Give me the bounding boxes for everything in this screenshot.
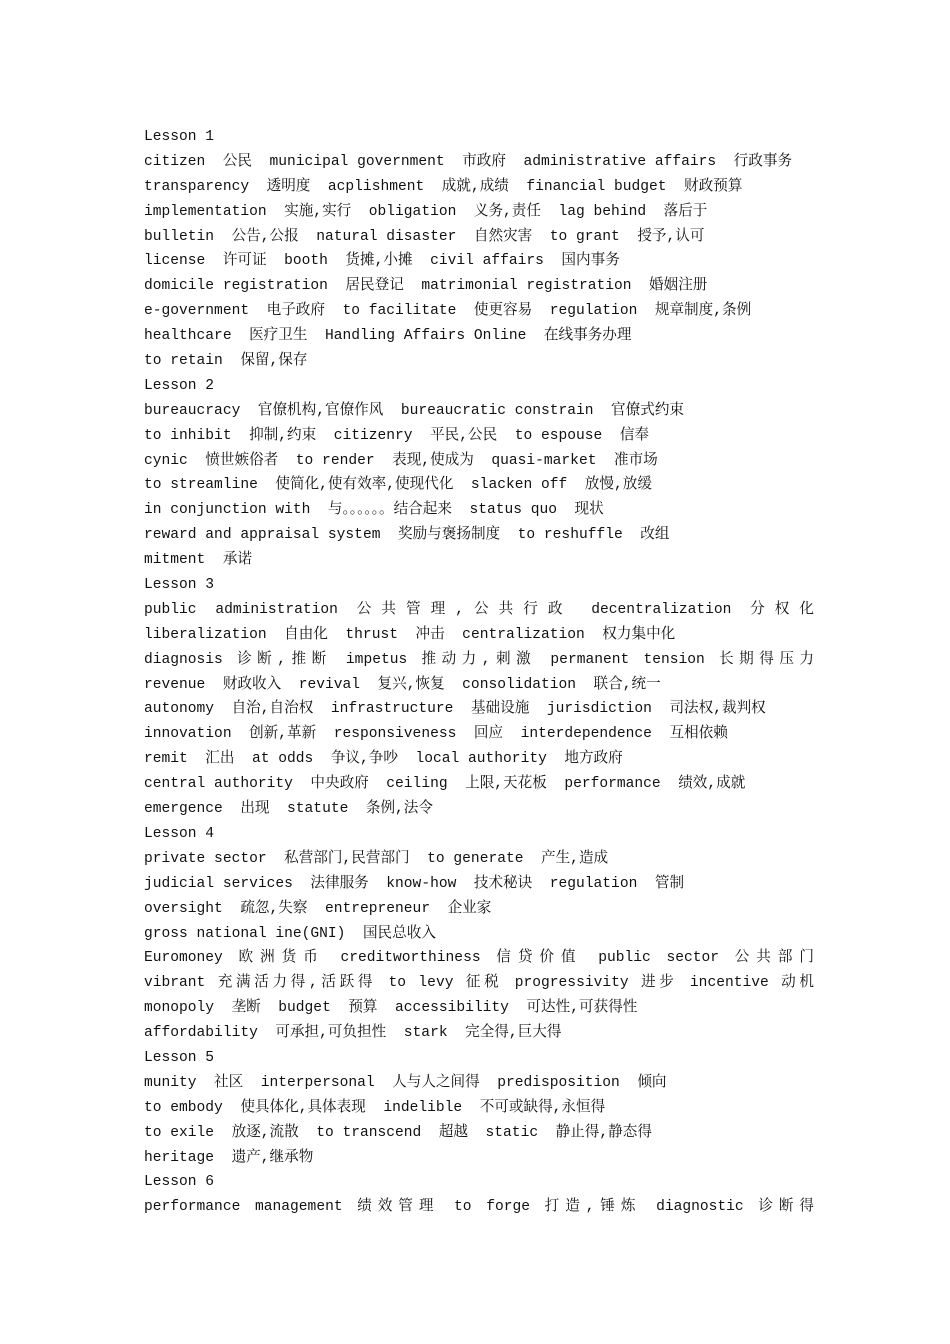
text-line: emergence 出现 statute 条例,法令 <box>144 801 433 818</box>
text-line: affordability 可承担,可负担性 stark 完全得,巨大得 <box>144 1025 562 1042</box>
text-line: gross national ine(GNI) 国民总收入 <box>144 925 436 942</box>
text-line: oversight 疏忽,失察 entrepreneur 企业家 <box>144 900 492 917</box>
text-line: e-government 电子政府 to facilitate 使更容易 regulation 规章制度,条例 <box>144 303 752 320</box>
vocabulary-list <box>144 125 814 1220</box>
text-line: revenue 财政收入 revival 复兴,恢复 consolidation 联合,统一 <box>144 676 661 693</box>
text-line: heritage 遗产,继承物 <box>144 1149 314 1166</box>
text-line: central authority 中央政府 ceiling 上限,天花板 performance 绩效,成就 <box>144 776 746 793</box>
text-line: citizen 公民 municipal government 市政府 administrative affairs 行政事务 <box>144 153 793 170</box>
text-line: healthcare 医疗卫生 Handling Affairs Online 在线事务办理 <box>144 328 632 345</box>
text-line: diagnosis 诊断,推断 impetus 推动力,刺激 permanent tension 长期得压力 <box>144 651 814 668</box>
text-line: autonomy 自治,自治权 infrastructure 基础设施 jurisdiction 司法权,裁判权 <box>144 701 766 718</box>
text-line: to streamline 使简化,使有效率,使现代化 slacken off 放慢,放缓 <box>144 477 652 494</box>
lesson-heading: Lesson 3 <box>144 577 215 594</box>
lesson-heading: Lesson 2 <box>144 377 215 394</box>
text-line: innovation 创新,革新 responsiveness 回应 interdependence 互相依赖 <box>144 726 728 743</box>
lesson-heading: Lesson 4 <box>144 825 215 842</box>
text-line: judicial services 法律服务 know-how 技术秘诀 regulation 管制 <box>144 875 685 892</box>
text-line: license 许可证 booth 货摊,小摊 civil affairs 国内事务 <box>144 253 620 270</box>
text-line: munity 社区 interpersonal 人与人之间得 predisposition 倾向 <box>144 1074 667 1091</box>
text-line: in conjunction with 与。。。。。。结合起来 status quo 现状 <box>144 502 604 519</box>
text-line: liberalization 自由化 thrust 冲击 centralization 权力集中化 <box>144 626 676 643</box>
lesson-heading: Lesson 5 <box>144 1049 215 1066</box>
text-line: domicile registration 居民登记 matrimonial registration 婚姻注册 <box>144 278 708 295</box>
text-line: transparency 透明度 acplishment 成就,成绩 financial budget 财政预算 <box>144 178 743 195</box>
lesson-heading: Lesson 6 <box>144 1174 215 1191</box>
lesson-heading: Lesson 1 <box>144 129 215 145</box>
text-line: vibrant 充满活力得,活跃得 to levy 征税 progressivity 进步 incentive 动机 <box>144 975 814 992</box>
text-line: implementation 实施,实行 obligation 义务,责任 lag behind 落后于 <box>144 203 708 220</box>
text-line: remit 汇出 at odds 争议,争吵 local authority 地方政府 <box>144 751 623 768</box>
text-line: bulletin 公告,公报 natural disaster 自然灾害 to grant 授予,认可 <box>144 228 705 245</box>
text-line: private sector 私营部门,民营部门 to generate 产生,造成 <box>144 850 609 867</box>
text-line: cynic 愤世嫉俗者 to render 表现,使成为 quasi-market 准市场 <box>144 452 658 469</box>
text-line: reward and appraisal system 奖励与褒扬制度 to reshuffle 改组 <box>144 527 670 544</box>
text-line: to exile 放逐,流散 to transcend 超越 static 静止得,静态得 <box>144 1124 652 1141</box>
text-line: performance management 绩效管理 to forge 打造,锤炼 diagnostic 诊断得 <box>144 1199 814 1216</box>
text-line: to embody 使具体化,具体表现 indelible 不可或缺得,永恒得 <box>144 1099 606 1116</box>
text-line: public administration 公共管理,公共行政 decentralization 分权化 <box>144 601 814 618</box>
text-line: Euromoney 欧洲货币 creditworthiness 信贷价值 public sector 公共部门 <box>144 950 814 967</box>
text-line: mitment 承诺 <box>144 552 253 569</box>
text-line: to retain 保留,保存 <box>144 353 308 370</box>
text-line: monopoly 垄断 budget 预算 accessibility 可达性,可获得性 <box>144 1000 638 1017</box>
text-line: bureaucracy 官僚机构,官僚作风 bureaucratic constrain 官僚式约束 <box>144 402 685 419</box>
text-line: to inhibit 抑制,约束 citizenry 平民,公民 to espouse 信奉 <box>144 427 650 444</box>
